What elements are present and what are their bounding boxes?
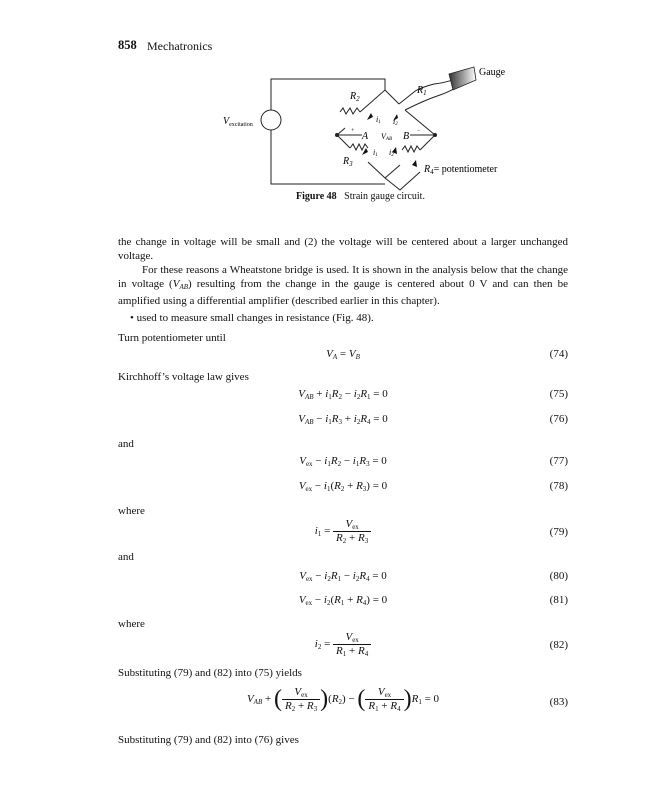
- equation-74: $V_A = V_B$ (74): [326, 348, 568, 361]
- text-and-1: and: [118, 438, 134, 450]
- label-plus: +: [351, 128, 355, 134]
- label-i1-top: i1: [376, 115, 381, 125]
- label-i1-bottom: i1: [373, 148, 378, 158]
- text-where-2: where: [118, 618, 145, 630]
- equation-81: $V_{ex} - i_2(R_1 + R_4) = 0$ (81): [298, 594, 568, 607]
- text-where-1: where: [118, 505, 145, 517]
- text-substituting-1: Substituting (79) and (82) into (75) yields: [118, 667, 302, 679]
- label-r2: $R_2$: [350, 91, 360, 103]
- equation-82: $i_2$ = $\frac{V_{ex}}{R_1 + R_4}$ (82): [314, 631, 568, 658]
- text-turn: Turn potentiometer until: [118, 332, 226, 344]
- text-and-2: and: [118, 551, 134, 563]
- equation-80: $V_{ex} - i_2R_1 - i_2R_4 = 0$ (80): [299, 570, 568, 583]
- gauge-icon: [449, 67, 476, 90]
- label-a: A: [362, 131, 369, 142]
- text-kirchhoff: Kirchhoff’s voltage law gives: [118, 371, 249, 383]
- running-title: Mechatronics: [147, 39, 213, 53]
- equation-75: $V_{AB} + i_1R_2 - i_2R_1 = 0$ (75): [298, 388, 568, 401]
- node-right: [433, 133, 437, 137]
- label-v-excitation: $V_{excitation}$: [223, 116, 253, 128]
- page-number: 858: [118, 38, 137, 52]
- equation-77: $V_{ex} - i_1R_2 - i_1R_3 = 0$ (77): [299, 455, 568, 468]
- label-r4: $R_4=$ potentiometer: [424, 164, 498, 176]
- text-substituting-2: Substituting (79) and (82) into (76) gives: [118, 734, 299, 746]
- label-r1: $R_1$: [417, 85, 427, 97]
- label-gauge: Gauge: [479, 67, 506, 78]
- label-i2-bottom: i2: [389, 148, 394, 158]
- node-left: [335, 133, 339, 137]
- paragraph-2: For these reasons a Wheatstone bridge is used. It is shown in the analysis below that the change in voltage $(V_{AB})$ resulting from the change in the gauge is centered about 0 V and can then be amplified using a differential amplifier (described earlier in this chapter).: [118, 264, 568, 307]
- label-i2-top: i2: [393, 117, 398, 127]
- voltage-source-icon: [261, 110, 281, 130]
- label-minus: −: [417, 128, 421, 134]
- equation-78: $V_{ex} - i_1(R_2 + R_3) = 0$ (78): [298, 480, 568, 493]
- equation-76: $V_{AB} - i_1R_3 + i_2R_4 = 0$ (76): [298, 413, 568, 426]
- equation-83: $V_{AB}$ + ( $\frac{V_{ex}}{R_2 + R_3}$ )$(R_2)$ − ( $\frac{V_{ex}}{R_1 + R_4}$ )$R_1 = 0$ (83): [246, 686, 568, 713]
- strain-gauge-circuit-figure: [0, 0, 647, 220]
- figure-caption: Figure 48 Strain gauge circuit.: [296, 191, 425, 202]
- equation-79: $i_1$ = $\frac{V_{ex}}{R_2 + R_3}$ (79): [314, 518, 568, 545]
- label-b: B: [403, 131, 410, 142]
- label-r3: $R_3$: [343, 156, 353, 168]
- paragraph-1: the change in voltage will be small and (2) the voltage will be centered about a larger unchanged voltage.: [118, 236, 568, 262]
- label-vab: VAB: [381, 132, 392, 142]
- bullet-item: • used to measure small changes in resistance (Fig. 48).: [130, 312, 374, 324]
